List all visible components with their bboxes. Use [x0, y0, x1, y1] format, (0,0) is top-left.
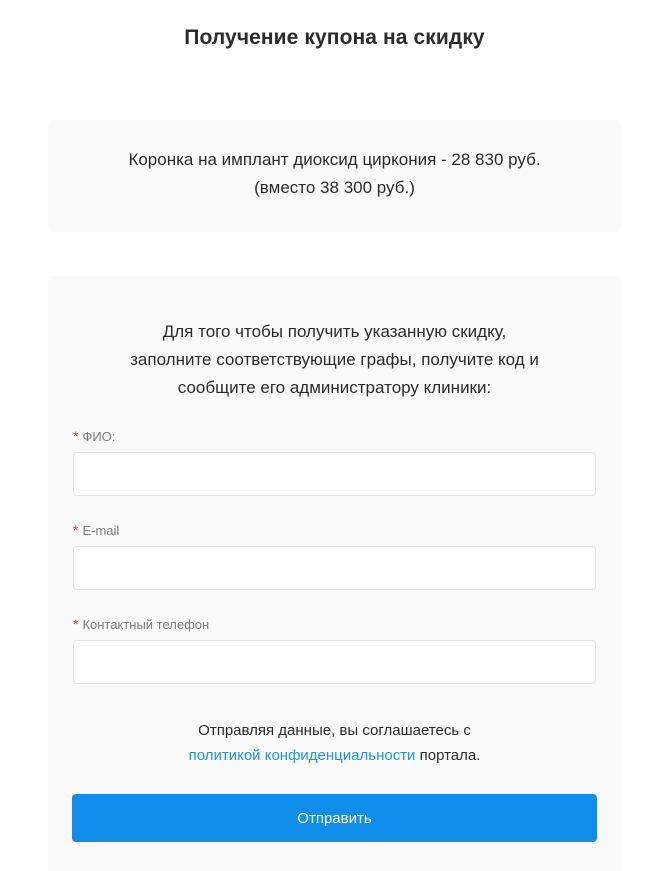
consent-line-1: Отправляя данные, вы соглашаетесь с — [198, 722, 471, 739]
offer-line-1: Коронка на имплант диоксид циркония - 28 830 руб. — [128, 150, 541, 169]
required-asterisk-icon: * — [73, 522, 79, 538]
consent-line-2 — [72, 743, 597, 768]
fullname-input[interactable] — [73, 452, 596, 496]
required-asterisk-icon: * — [73, 428, 79, 444]
field-phone — [72, 616, 597, 684]
offer-line-2: (вместо 38 300 руб.) — [254, 178, 415, 197]
form-instructions-line-2: заполните соответствующие графы, получите код и — [130, 350, 539, 369]
consent-text — [72, 718, 597, 768]
consent-suffix: портала. — [415, 747, 481, 764]
field-phone-label — [73, 616, 596, 632]
field-email — [72, 522, 597, 590]
field-fullname-label — [73, 428, 596, 444]
field-phone-label-text: Контактный телефон — [82, 617, 210, 632]
field-fullname-label-text: ФИО: — [82, 429, 116, 444]
page-title: Получение купона на скидку — [184, 26, 485, 49]
form-instructions-line-3: сообщите его администратору клиники: — [177, 378, 492, 397]
submit-button[interactable]: Отправить — [72, 794, 597, 842]
privacy-policy-link[interactable]: политикой конфиденциальности — [188, 747, 416, 764]
phone-input[interactable] — [73, 640, 596, 684]
field-email-label — [73, 522, 596, 538]
form-instructions-line-1: Для того чтобы получить указанную скидку, — [162, 322, 507, 341]
email-input[interactable] — [73, 546, 596, 590]
field-email-label-text: E-mail — [82, 523, 120, 538]
required-asterisk-icon: * — [73, 616, 79, 632]
offer-card — [48, 120, 621, 232]
coupon-form — [48, 276, 621, 871]
form-instructions — [72, 318, 597, 402]
field-fullname — [72, 428, 597, 496]
